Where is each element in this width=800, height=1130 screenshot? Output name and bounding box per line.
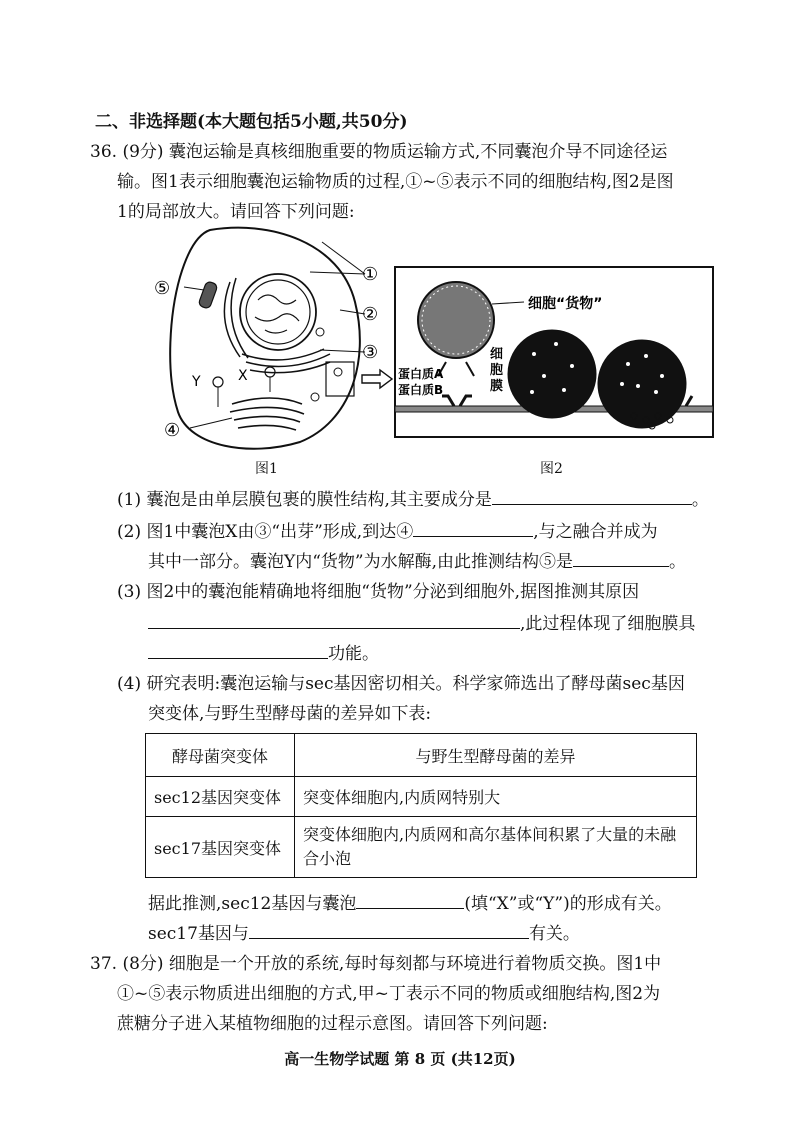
q36-part1-text: (1) 囊泡是由单层膜包裹的膜性结构,其主要成分是 — [117, 490, 492, 510]
table-cell: sec17基因突变体 — [146, 817, 295, 878]
answer-blank-part4-b[interactable] — [249, 920, 529, 939]
section-title: 二、非选择题(本大题包括5小题,共50分) — [95, 112, 408, 132]
fig2-cargo-label: 细胞“货物” — [528, 296, 603, 312]
q36-part4-text-c: sec17基因与 — [148, 924, 249, 944]
q36-stem-line2: 输。图1表示细胞囊泡运输物质的过程,①~⑤表示不同的细胞结构,图2是图 — [117, 172, 674, 192]
fig1-label-1: ① — [362, 264, 379, 285]
golgi-apparatus — [230, 398, 304, 430]
table-header-cell: 与野生型酵母菌的差异 — [295, 734, 697, 777]
answer-blank-part1[interactable] — [492, 486, 692, 505]
fig1-label-2: ② — [362, 304, 379, 325]
fig1-label-3: ③ — [362, 342, 379, 363]
sec-mutant-table — [145, 733, 697, 878]
fig1-label-4: ④ — [164, 420, 181, 441]
table-cell: sec12基因突变体 — [146, 777, 295, 817]
zoom-arrow-icon — [360, 368, 394, 390]
figure-2-vesicle-fusion — [394, 266, 714, 438]
q37-stem-line2: ①~⑤表示物质进出细胞的方式,甲~丁表示不同的物质或细胞结构,图2为 — [117, 984, 661, 1004]
q36-part2-text-c: 其中一部分。囊泡Y内“货物”为水解酶,由此推测结构⑤是 — [148, 552, 574, 572]
fig2-protein-a: 蛋白质A — [398, 367, 444, 381]
lysosome-structure-5 — [198, 281, 218, 310]
figure-1-cell-diagram — [150, 222, 380, 462]
table-header-row — [146, 734, 697, 777]
q36-part1 — [117, 486, 709, 512]
q36-part3-text-c: 功能。 — [328, 644, 379, 664]
figure-2-caption: 图2 — [540, 461, 563, 477]
table-row — [146, 777, 697, 817]
q36-part4-line2: 突变体,与野生型酵母菌的差异如下表: — [148, 704, 432, 724]
answer-blank-part4-a[interactable] — [356, 890, 464, 909]
vesicle-cargo-left — [418, 282, 494, 358]
q37-stem-line1: 37. (8分) 细胞是一个开放的系统,每时每刻都与环境进行着物质交换。图1中 — [90, 954, 662, 974]
fig2-protein-b: 蛋白质B — [398, 383, 444, 397]
q36-part2-text-a: (2) 图1中囊泡X由③“出芽”形成,到达④ — [117, 522, 414, 542]
q36-part4-text-d: 有关。 — [528, 924, 580, 944]
answer-blank-part3-b[interactable] — [148, 640, 328, 659]
q36-part2-text-b: ,与之融合并成为 — [533, 522, 658, 542]
vesicle-cargo-middle — [508, 330, 596, 418]
page-footer: 高一生物学试题 第 8 页 (共12页) — [284, 1050, 516, 1068]
nucleus-inner — [246, 280, 310, 344]
q36-part4-line4 — [148, 920, 580, 946]
fig1-label-y: Y — [192, 374, 201, 390]
q36-part3-line3 — [148, 640, 379, 666]
q36-stem-line3: 1的局部放大。请回答下列问题: — [117, 202, 355, 222]
q36-part4-line3 — [148, 890, 672, 916]
table-row — [146, 817, 697, 878]
q36-part2-line1 — [117, 518, 658, 544]
answer-blank-part2-a[interactable] — [413, 518, 533, 537]
fig2-membrane-char1: 细 — [490, 347, 504, 362]
q36-part3-line2 — [148, 610, 695, 636]
fig2-membrane-char3: 膜 — [490, 379, 504, 394]
q36-part4-line1: (4) 研究表明:囊泡运输与sec基因密切相关。科学家筛选出了酵母菌sec基因 — [117, 674, 685, 694]
cell-membrane-outline — [170, 228, 360, 449]
q37-stem-line3: 蔗糖分子进入某植物细胞的过程示意图。请回答下列问题: — [117, 1014, 548, 1034]
q36-part3-text-b: ,此过程体现了细胞膜具 — [520, 614, 696, 634]
q36-part4-text-b: (填“X”或“Y”)的形成有关。 — [464, 894, 672, 914]
answer-blank-part2-b[interactable] — [573, 548, 669, 567]
q36-part4-text-a: 据此推测,sec12基因与囊泡 — [148, 894, 357, 914]
table-cell: 突变体细胞内,内质网和高尔基体间积累了大量的未融合小泡 — [295, 817, 697, 878]
chromatin — [255, 295, 299, 333]
nucleus-outer — [240, 274, 316, 350]
table-header-cell: 酵母菌突变体 — [146, 734, 295, 777]
vesicle-cargo-right — [598, 340, 686, 428]
figure-1-caption: 图1 — [255, 461, 278, 477]
fig1-label-x: X — [238, 368, 248, 384]
q36-part2-line2 — [148, 548, 686, 574]
q36-part1-end: 。 — [691, 490, 709, 510]
q36-part2-end: 。 — [669, 552, 687, 572]
q36-part3-line1: (3) 图2中的囊泡能精确地将细胞“货物”分泌到细胞外,据图推测其原因 — [117, 582, 640, 602]
q36-stem-line1: 36. (9分) 囊泡运输是真核细胞重要的物质运输方式,不同囊泡介导不同途径运 — [90, 142, 668, 162]
fig2-membrane-char2: 胞 — [490, 363, 504, 378]
answer-blank-part3-a[interactable] — [148, 610, 520, 629]
vesicle-y — [213, 377, 223, 387]
fig1-label-5: ⑤ — [154, 278, 171, 299]
table-cell: 突变体细胞内,内质网特别大 — [295, 777, 697, 817]
